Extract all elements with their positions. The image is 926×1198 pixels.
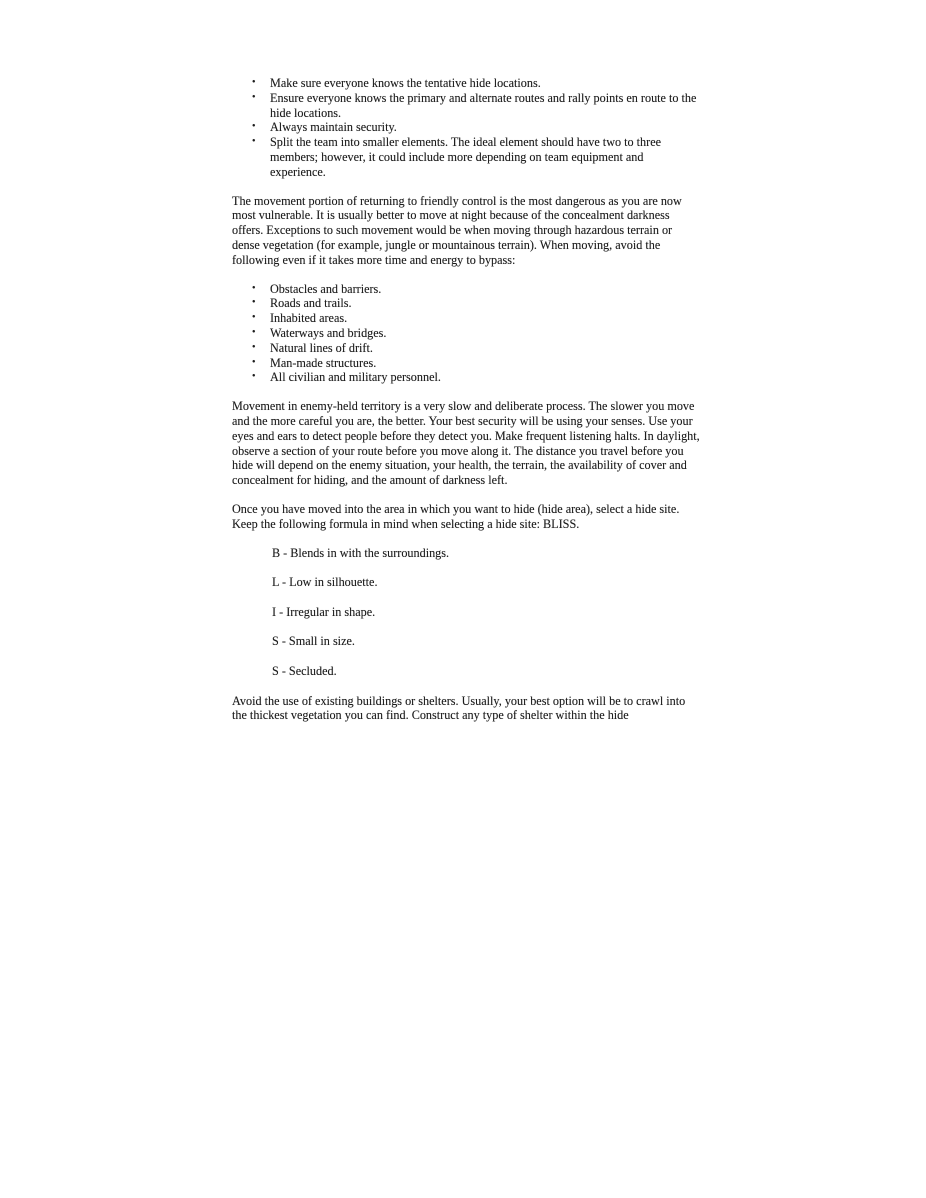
list-item-text: Roads and trails. [270, 296, 352, 311]
bullet-icon: • [252, 356, 256, 368]
list-item [232, 76, 702, 91]
bullet-icon: • [252, 77, 256, 88]
bliss-acronym-list [232, 546, 702, 679]
list-item-text: Ensure everyone knows the primary and alternate routes and rally points en route to the hide locations. [270, 90, 697, 120]
paragraph-movement-process: Movement in enemy-held territory is a very slow and deliberate process. The slower you move and the more careful you are, the better. Your best security will be using your senses. Use your eyes and ears to detect people before they detect you. Make frequent listening halts. In daylight, observe a section of your route before you move along it. The distance you travel before you hide will depend on the enemy situation, your health, the terrain, the availability of cover and concealment for hiding, and the amount of darkness left. [232, 399, 700, 488]
bliss-item: I - Irregular in shape. [272, 604, 376, 619]
paragraph-shelter: Avoid the use of existing buildings or shelters. Usually, your best option will be to crawl into the thickest vegetation you can find. Construct any type of shelter within the hide [232, 693, 686, 723]
list-item-text: Make sure everyone knows the tentative hide locations. [270, 76, 541, 90]
list-item [232, 370, 702, 385]
list-item [232, 296, 702, 311]
list-item-text: Split the team into smaller elements. The ideal element should have two to three members; however, it could include more depending on team equipment and experience. [270, 135, 662, 179]
bullet-icon: • [252, 136, 256, 148]
bullet-icon: • [252, 121, 256, 133]
list-item [232, 326, 702, 341]
list-item [232, 91, 702, 121]
list-item [232, 282, 702, 297]
list-item [232, 356, 702, 371]
bliss-item: S - Small in size. [272, 634, 355, 649]
paragraph-hide-site: Once you have moved into the area in which you want to hide (hide area), select a hide site. Keep the following formula in mind when selecting a hide site: BLISS. [232, 501, 680, 531]
bliss-item: S - Secluded. [272, 663, 337, 678]
list-item [232, 311, 702, 326]
bullet-icon: • [252, 371, 256, 383]
paragraph-movement-intro: The movement portion of returning to friendly control is the most dangerous as you are now most vulnerable. It is usually better to move at night because of the concealment darkness offers. Exceptions to such movement would be when moving through hazardous terrain or dense vegetation (for example, jungle or mountainous terrain). When moving, avoid the following even if it takes more time and energy to bypass: [232, 193, 682, 267]
list-item-text: Waterways and bridges. [270, 325, 387, 340]
bullet-icon: • [252, 282, 256, 294]
list-item-text: Always maintain security. [270, 120, 397, 135]
list-item-text: Obstacles and barriers. [270, 281, 382, 296]
bullet-icon: • [252, 297, 256, 309]
list-item [232, 341, 702, 356]
list-item-text: Man-made structures. [270, 355, 377, 370]
bullet-icon: • [252, 341, 256, 353]
page-content [232, 76, 702, 723]
list-item-text: All civilian and military personnel. [270, 370, 441, 385]
list-item [232, 135, 702, 179]
bullet-icon: • [252, 91, 256, 103]
bullet-icon: • [252, 312, 256, 324]
bliss-item: B - Blends in with the surroundings. [272, 545, 450, 560]
bullet-list-avoid [232, 282, 702, 386]
bliss-item: L - Low in silhouette. [272, 575, 378, 590]
bullet-list-preparation [232, 76, 702, 180]
bullet-icon: • [252, 326, 256, 338]
list-item-text: Natural lines of drift. [270, 340, 373, 355]
list-item-text: Inhabited areas. [270, 311, 348, 326]
list-item [232, 120, 702, 135]
